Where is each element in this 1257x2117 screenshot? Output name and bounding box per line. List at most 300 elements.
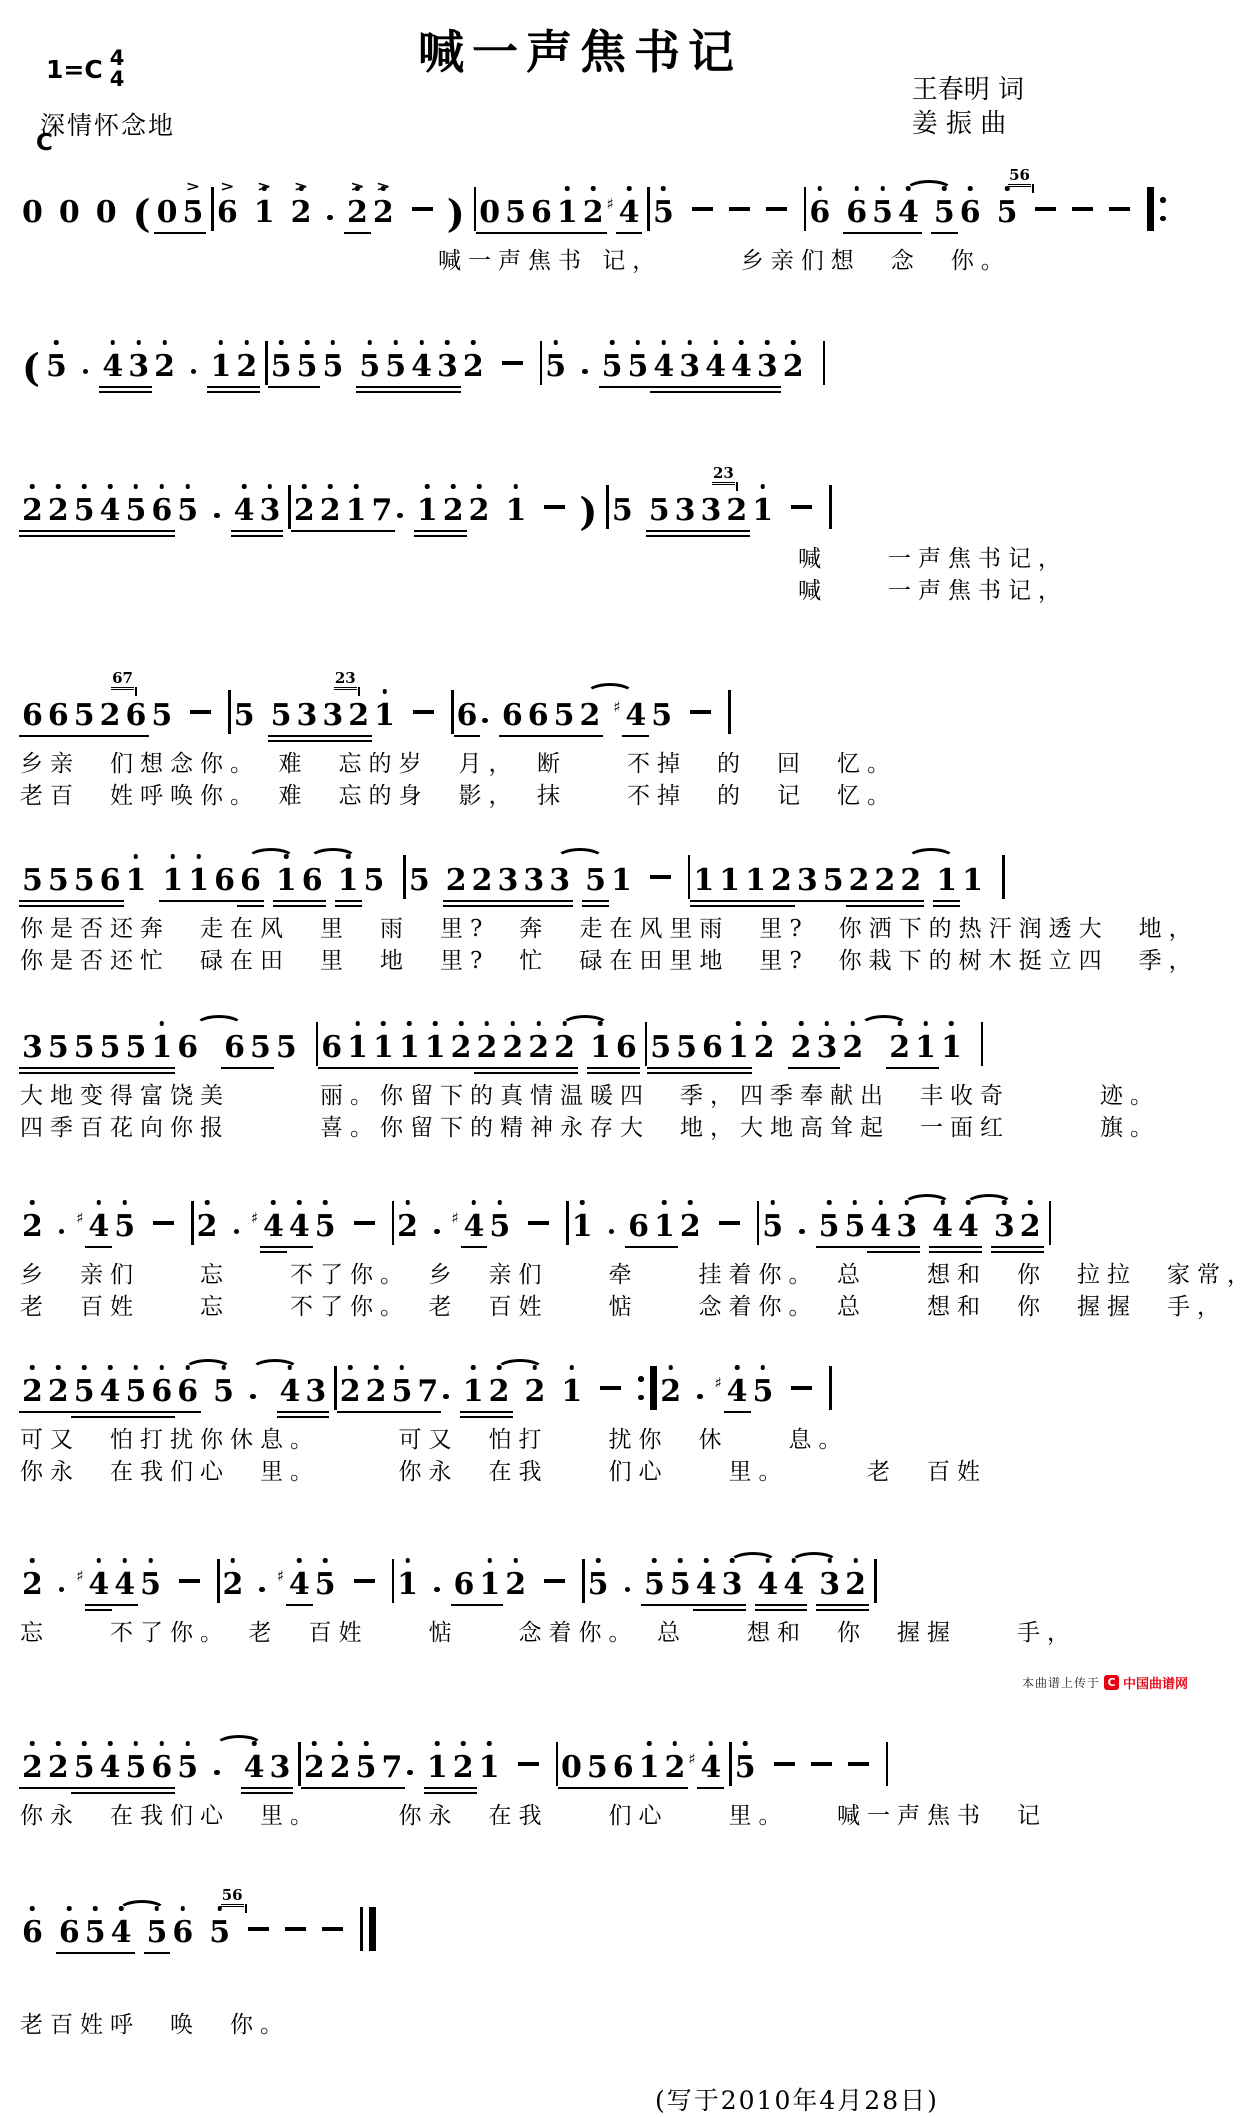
- note: 3: [819, 1568, 840, 1602]
- octave-dot-high: [355, 1021, 360, 1026]
- underline: [277, 1411, 304, 1414]
- octave-dot-high: [662, 340, 667, 345]
- octave-dot-high: [761, 1365, 766, 1370]
- note: 5: [670, 1568, 691, 1602]
- octave-dot-high: [162, 340, 167, 345]
- lyrics-line-1: 可又 怕打扰你休息。 可又 怕打 扰你 休 息。: [20, 1427, 849, 1453]
- barline: [871, 1559, 880, 1603]
- underline: [125, 386, 152, 389]
- underline: [525, 1067, 552, 1070]
- octave-dot-high: [30, 1558, 35, 1563]
- octave-dot-high: [382, 689, 387, 694]
- octave-dot-high: [570, 1365, 575, 1370]
- note: 2: [197, 1210, 218, 1244]
- note: 3: [22, 1031, 43, 1065]
- note: 4: [783, 1568, 804, 1602]
- note: 3: [260, 494, 281, 528]
- octave-dot-high: [93, 1906, 98, 1911]
- underline: [495, 900, 522, 903]
- barline: [645, 1022, 648, 1066]
- note: 2: [665, 1751, 686, 1785]
- octave-dot-high: [219, 340, 224, 345]
- underline-2: [495, 905, 522, 908]
- underline: [886, 1067, 913, 1070]
- underline: [676, 386, 703, 389]
- underline: [461, 1246, 488, 1249]
- note: 3 23: [322, 699, 343, 733]
- note: 6: [302, 864, 323, 898]
- note: 2: [754, 1031, 775, 1065]
- note: 5: [74, 1031, 95, 1065]
- note: 1: [936, 864, 957, 898]
- note: 3: [523, 864, 544, 898]
- octave-dot-high: [487, 1741, 492, 1746]
- composition-date-note: (写于2010年4月28日): [655, 2086, 939, 2115]
- underline: [697, 530, 724, 533]
- note: 5: [233, 698, 255, 733]
- music-system-8: [0, 1329, 1200, 1488]
- note: 5: [126, 494, 147, 528]
- underline-2: [676, 391, 703, 394]
- underline: [370, 1067, 397, 1070]
- underline: [646, 530, 673, 533]
- octave-dot-high: [56, 1741, 61, 1746]
- underline: [728, 386, 755, 389]
- underline: [577, 735, 604, 738]
- octave-dot-high: [30, 1365, 35, 1370]
- octave-dot-high: [818, 186, 823, 191]
- music-system-1: [0, 150, 1200, 277]
- final-barline: [357, 1907, 379, 1951]
- octave-dot-high: [433, 1021, 438, 1026]
- note: 3: [896, 1210, 917, 1244]
- note: 2: [451, 1031, 472, 1065]
- parenthesis: ): [446, 191, 465, 236]
- underline-2: [19, 905, 46, 908]
- underline-2: [499, 1072, 526, 1075]
- duration-dash: [600, 1386, 621, 1391]
- underline: [716, 900, 743, 903]
- note: 6: [702, 1031, 723, 1065]
- note: 5: [585, 864, 606, 898]
- underline-2: [872, 905, 899, 908]
- underline: [580, 232, 607, 235]
- note: 5: [74, 1751, 95, 1785]
- accent-mark: >: [220, 179, 235, 195]
- underline: [814, 1067, 841, 1070]
- note: 6: [151, 1751, 172, 1785]
- note: 5: [74, 494, 95, 528]
- underline: [71, 1411, 98, 1414]
- underline-2: [846, 905, 873, 908]
- note: 5: [177, 494, 198, 528]
- note: 6: [613, 1751, 634, 1785]
- octave-dot-high: [305, 340, 310, 345]
- octave-dot-high: [381, 1021, 386, 1026]
- note: 5: [315, 1568, 336, 1602]
- barline: [563, 1201, 572, 1245]
- duration-dash: [692, 207, 713, 212]
- note: 6: [151, 494, 172, 528]
- note: 5: [872, 196, 893, 230]
- octave-dot-high: [97, 1558, 102, 1563]
- sharp-sign: ♯: [276, 1567, 285, 1585]
- octave-dot-high: [134, 854, 139, 859]
- barline: [191, 1201, 194, 1245]
- note: 4 ♯: [619, 196, 640, 230]
- underline: [99, 386, 126, 389]
- note: 4 ♯: [88, 1210, 109, 1244]
- note: 1: [611, 863, 632, 898]
- augmentation-dot: [434, 1587, 440, 1593]
- grace-notes: 23: [334, 671, 357, 690]
- note: 4: [234, 494, 255, 528]
- note: 6: [126, 699, 147, 733]
- note: 1: [639, 1751, 660, 1785]
- underline: [353, 1787, 380, 1790]
- sharp-sign: ♯: [613, 698, 621, 716]
- underline: [123, 1787, 150, 1790]
- octave-dot-high: [148, 1558, 153, 1563]
- note: 5: [74, 1375, 95, 1409]
- score-body: [0, 150, 1257, 2041]
- note: 5: [602, 350, 623, 384]
- underline-2: [268, 740, 295, 743]
- note: 5: [74, 864, 95, 898]
- note: 4 ♯: [625, 699, 646, 733]
- underline: [148, 1411, 175, 1414]
- octave-dot-high: [181, 1906, 186, 1911]
- underline: [955, 1246, 982, 1249]
- underline: [991, 1246, 1018, 1249]
- underline: [636, 1787, 663, 1790]
- note: 5: [505, 196, 526, 230]
- underline: [123, 1411, 150, 1414]
- note: 1: [590, 1031, 611, 1065]
- octave-dot-high: [82, 1365, 87, 1370]
- underline: [443, 900, 470, 903]
- augmentation-dot: [609, 1229, 615, 1235]
- underline: [144, 1952, 171, 1955]
- octave-dot-high: [627, 186, 632, 191]
- note: 2: [397, 1210, 418, 1244]
- underline: [369, 530, 396, 533]
- lyrics-line-1: 你是否还奔 走在风 里 雨 里? 奔 走在风里雨 里? 你洒下的热汗润透大 地，: [20, 916, 1199, 942]
- underline: [754, 386, 781, 389]
- octave-dot-high: [687, 340, 692, 345]
- underline: [268, 386, 295, 389]
- underline: [693, 1604, 720, 1607]
- note: 4: [731, 350, 752, 384]
- note: 1: [347, 1031, 368, 1065]
- underline: [237, 900, 264, 903]
- note: 1: [346, 494, 367, 528]
- underline-2: [486, 1416, 513, 1419]
- underline: [499, 1067, 526, 1070]
- credits: [912, 74, 1024, 142]
- octave-dot-high: [171, 854, 176, 859]
- octave-dot-high: [67, 1906, 72, 1911]
- octave-dot-high: [368, 340, 373, 345]
- composer-credit: 姜 振 曲: [911, 108, 1007, 139]
- duration-dash: [1109, 207, 1130, 212]
- chord-symbol: C: [36, 130, 53, 156]
- note: 5: [587, 1751, 608, 1785]
- underline-2: [867, 1251, 894, 1254]
- octave-dot-high: [122, 1558, 127, 1563]
- sharp-sign: ♯: [688, 1750, 696, 1768]
- tempo-expression: 深情怀念地: [40, 111, 176, 140]
- note: 1: [506, 494, 527, 528]
- note: 2 >: [291, 196, 312, 230]
- note: 4: [114, 1568, 135, 1602]
- underline: [345, 735, 372, 738]
- note: 5: [649, 494, 670, 528]
- note: 2: [446, 864, 467, 898]
- barline: [1046, 1201, 1055, 1245]
- note: 1: [126, 864, 147, 898]
- note: 5: [147, 1916, 168, 1950]
- note: 1: [162, 864, 183, 898]
- barline: [999, 855, 1008, 899]
- notation-line: [0, 1870, 1200, 1965]
- underline: [179, 232, 206, 235]
- note: 2: [525, 1375, 546, 1409]
- octave-dot-high: [97, 1200, 102, 1205]
- barline: [389, 1201, 398, 1245]
- underline: [71, 1067, 98, 1070]
- underline-2: [469, 905, 496, 908]
- underline: [302, 1411, 329, 1414]
- note: 5 56: [209, 1886, 243, 1950]
- note: 5: [271, 699, 292, 733]
- music-system-2: [0, 311, 1200, 399]
- underline-2: [434, 391, 461, 394]
- notation-line: [0, 150, 1200, 245]
- parenthesis: (: [132, 191, 151, 236]
- note: 3: [549, 864, 570, 898]
- note: 5: [275, 1030, 297, 1065]
- underline: [450, 1787, 477, 1790]
- barline: [188, 1201, 197, 1245]
- music-system-3: [0, 455, 1200, 607]
- underline: [499, 735, 526, 738]
- underline-2: [299, 905, 326, 908]
- underline: [582, 900, 609, 903]
- underline-2: [587, 1072, 614, 1075]
- note: 2: [463, 350, 484, 384]
- note: 1: [745, 864, 766, 898]
- underline: [267, 1787, 294, 1790]
- underline: [843, 232, 870, 235]
- underline-2: [207, 391, 234, 394]
- note: 5: [322, 350, 343, 384]
- octave-dot-high: [160, 1021, 165, 1026]
- underline: [335, 900, 362, 903]
- underline-2: [929, 1251, 956, 1254]
- octave-dot-high: [853, 1558, 858, 1563]
- barline: [801, 187, 810, 231]
- notation-line: [0, 1329, 1200, 1424]
- underline: [719, 1604, 746, 1607]
- augmentation-dot: [250, 1394, 256, 1400]
- lyrics-line-2: 你永 在我们心 里。 你永 在我 们心 里。 老 百姓: [20, 1459, 987, 1485]
- note: 5: [126, 1375, 147, 1409]
- augmentation-dot: [59, 1229, 65, 1235]
- underline-2: [19, 535, 46, 538]
- underline-2: [414, 535, 441, 538]
- underline: [451, 1604, 478, 1607]
- underline: [846, 900, 873, 903]
- underline: [912, 1067, 939, 1070]
- note: 1: [752, 494, 773, 528]
- note: 5: [48, 864, 69, 898]
- octave-dot-high: [688, 1200, 693, 1205]
- note: 6: [100, 864, 121, 898]
- underline: [45, 900, 72, 903]
- underline-2: [97, 1416, 124, 1419]
- underline-2: [123, 1072, 150, 1075]
- lyrics-line-1: 老百姓呼 唤 你。: [20, 2012, 290, 2038]
- note: 5: [140, 1568, 161, 1602]
- note: 4: [111, 1916, 132, 1950]
- notation-line: [0, 985, 1200, 1080]
- octave-dot-high: [134, 1741, 139, 1746]
- slur-arc: [215, 1735, 263, 1756]
- underline: [174, 1411, 201, 1414]
- note: 5 >: [182, 196, 203, 230]
- underline-2: [755, 1609, 782, 1612]
- barline: [757, 1201, 760, 1245]
- underline-2: [125, 391, 152, 394]
- octave-dot-high: [488, 1558, 493, 1563]
- note: 6: [457, 699, 478, 733]
- key-signature: 1=C: [46, 54, 103, 84]
- note: 3: [437, 350, 458, 384]
- underline: [71, 530, 98, 533]
- underline-2: [71, 1792, 98, 1795]
- note: 5: [735, 1751, 756, 1785]
- note: 5: [651, 698, 673, 733]
- note: 2: [849, 864, 870, 898]
- note: 4: [244, 1751, 265, 1785]
- underline-2: [719, 1609, 746, 1612]
- octave-dot-high: [713, 340, 718, 345]
- note: 1: [915, 1031, 936, 1065]
- rest-note: 0: [58, 195, 80, 230]
- notation-line: [0, 818, 1200, 913]
- barline: [540, 341, 543, 385]
- barline: [331, 1366, 340, 1410]
- underline: [454, 735, 481, 738]
- octave-dot-high: [461, 1741, 466, 1746]
- barline: [826, 485, 835, 529]
- underline: [396, 1067, 423, 1070]
- parenthesis: ): [579, 489, 598, 534]
- note: 3: [722, 1568, 743, 1602]
- underline: [97, 530, 124, 533]
- music-system-6: [0, 985, 1200, 1144]
- slur-arc: [729, 1552, 777, 1573]
- underline: [672, 530, 699, 533]
- lyrics-line-1: 喊一声焦书 记， 乡亲们想 念 你。: [438, 248, 1011, 274]
- repeat-begin-barline: [1144, 187, 1169, 231]
- underline-2: [233, 391, 260, 394]
- lyrics-line-2: 老百 姓呼唤你。 难 忘的身 影， 抹 不掉 的 记 忆。: [20, 783, 897, 809]
- underline-2: [335, 905, 362, 908]
- underline-2: [742, 905, 769, 908]
- underline: [45, 735, 72, 738]
- note: 1 >: [254, 196, 275, 230]
- note: 2: [1020, 1210, 1041, 1244]
- augmentation-dot: [582, 369, 588, 375]
- underline-2: [148, 1792, 175, 1795]
- barline: [603, 485, 612, 529]
- thick-bar: [369, 1907, 376, 1951]
- note: 2: [443, 494, 464, 528]
- duration-dash: [544, 1579, 565, 1584]
- note: 2: [842, 1031, 863, 1065]
- note: 5: [297, 350, 318, 384]
- note: 4 ♯: [700, 1751, 721, 1785]
- underline: [650, 386, 677, 389]
- underline-2: [702, 391, 729, 394]
- barline: [688, 855, 691, 899]
- note: 3: [675, 494, 696, 528]
- underline-2: [697, 535, 724, 538]
- accent-mark: >: [185, 179, 201, 195]
- underline: [768, 900, 795, 903]
- underline: [123, 530, 150, 533]
- note: 2: [154, 350, 175, 384]
- underline: [294, 735, 321, 738]
- slur-arc: [184, 1359, 232, 1380]
- underline-2: [45, 905, 72, 908]
- octave-dot-high: [160, 1741, 165, 1746]
- note: 5: [271, 350, 292, 384]
- note: 2: [472, 864, 493, 898]
- note: 2: [366, 1375, 387, 1409]
- octave-dot-high: [765, 340, 770, 345]
- note: 6: [22, 1916, 43, 1950]
- octave-dot-high: [185, 484, 190, 489]
- underline: [780, 1604, 807, 1607]
- augmentation-dot: [697, 1394, 703, 1400]
- underline: [363, 1411, 390, 1414]
- underline: [724, 1411, 751, 1414]
- note: 5: [385, 350, 406, 384]
- time-signature-top: 4: [109, 46, 125, 70]
- underline-2: [546, 905, 573, 908]
- augmentation-dot: [214, 1770, 220, 1776]
- underline: [408, 386, 435, 389]
- note: 7: [382, 1751, 403, 1785]
- note: 5: [823, 864, 844, 898]
- underline: [356, 386, 383, 389]
- underline: [97, 1067, 124, 1070]
- note: 5: [48, 1031, 69, 1065]
- duration-dash: [1072, 207, 1093, 212]
- underline: [460, 1411, 487, 1414]
- underline-2: [71, 1072, 98, 1075]
- augmentation-dot: [327, 215, 333, 221]
- underline: [697, 1787, 724, 1790]
- underline: [231, 530, 258, 533]
- octave-dot-high: [661, 186, 666, 191]
- octave-dot-high: [136, 340, 141, 345]
- octave-dot-high: [854, 186, 859, 191]
- note: 5: [762, 1210, 783, 1244]
